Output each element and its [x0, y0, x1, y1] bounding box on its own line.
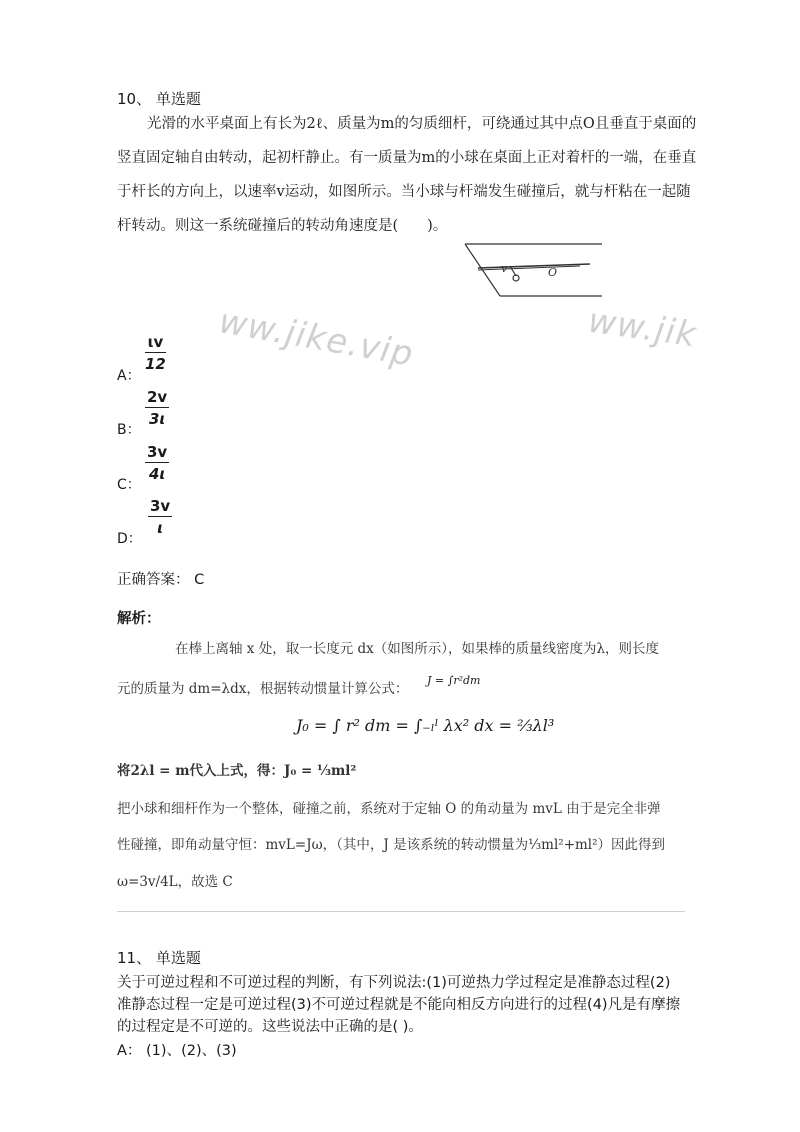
question-10-stem-line-3: 于杆长的方向上，以速率v运动，如图所示。当小球与杆端发生碰撞后，就与杆粘在一起随	[117, 184, 691, 200]
option-c-fraction[interactable]	[145, 442, 169, 485]
question-11-option-a[interactable]: A： (1)、(2)、(3)	[117, 1043, 237, 1059]
question-11-stem-line-1: 关于可逆过程和不可逆过程的判断，有下列说法:(1)可逆热力学过程定是准静态过程(2)	[117, 975, 671, 991]
question-11-stem-line-2: 准静态过程一定是可逆过程(3)不可逆过程就是不能向相反方向进行的过程(4)凡是有摩擦	[117, 997, 681, 1013]
watermark-left: ww.jike.vip	[216, 301, 417, 375]
option-a-fraction[interactable]	[145, 332, 166, 375]
option-b-denominator: 3ι	[148, 410, 166, 428]
option-a-numerator: ιv	[145, 332, 166, 353]
figure-label-o: O	[548, 266, 558, 279]
option-d-fraction[interactable]	[148, 496, 172, 539]
analysis-line-5: 性碰撞，即角动量守恒：mvL=Jω，（其中，J 是该系统的转动惯量为⅓ml²+ml²）因此得到	[117, 837, 666, 853]
analysis-line-2: 元的质量为 dm=λdx，根据转动惯量计算公式：	[117, 681, 409, 697]
analysis-line-3: 将2λl = m代入上式，得：J₀ = ⅓ml²	[117, 763, 357, 779]
question-10-stem-line-1: 光滑的水平桌面上有长为2ℓ、质量为m的匀质细杆，可绕通过其中点O且垂直于桌面的	[147, 116, 697, 132]
option-b-fraction[interactable]	[145, 387, 169, 430]
figure-label-v: v	[501, 262, 508, 275]
analysis-line-6: ω=3v/4L，故选 C	[117, 874, 233, 890]
question-10-stem-line-4: 杆转动。则这一系统碰撞后的转动角速度是( )。	[117, 218, 448, 234]
option-d-denominator: ι	[157, 519, 164, 537]
inertia-formula-small: J = ∫r²dm	[427, 674, 481, 687]
option-c-letter[interactable]: C：	[117, 477, 141, 493]
option-c-numerator: 3v	[147, 443, 168, 461]
analysis-line-4: 把小球和细杆作为一个整体，碰撞之前，系统对于定轴 O 的角动量为 mvL 由于是完全非弹	[117, 801, 661, 817]
question-11-header: 11、 单选题	[117, 949, 201, 967]
analysis-label: 解析：	[117, 611, 161, 627]
option-b-letter[interactable]: B：	[117, 422, 141, 438]
correct-answer: 正确答案： C	[117, 572, 205, 588]
option-b-numerator: 2v	[147, 388, 168, 406]
question-10-stem-line-2: 竖直固定轴自由转动，起初杆静止。有一质量为m的小球在桌面上正对着杆的一端，在垂直	[117, 150, 697, 166]
question-divider	[117, 911, 685, 912]
question-11-stem-line-3: 的过程定是不可逆的。这些说法中正确的是( )。	[117, 1019, 423, 1035]
option-d-letter[interactable]: D：	[117, 531, 142, 547]
option-c-denominator: 4ι	[148, 465, 166, 483]
analysis-line-1: 在棒上离轴 x 处，取一长度元 dx（如图所示），如果棒的质量线密度为λ，则长度	[175, 641, 660, 657]
watermark-right: ww.jik	[585, 300, 700, 356]
question-10-header: 10、 单选题	[117, 90, 201, 108]
option-a-letter[interactable]: A：	[117, 368, 141, 384]
rod-figure	[460, 238, 605, 300]
option-d-numerator: 3v	[150, 497, 171, 515]
inertia-equation: J₀ = ∫ r² dm = ∫₋ₗˡ λx² dx = ⅔λl³	[296, 716, 555, 735]
option-a-denominator: 12	[145, 355, 166, 373]
